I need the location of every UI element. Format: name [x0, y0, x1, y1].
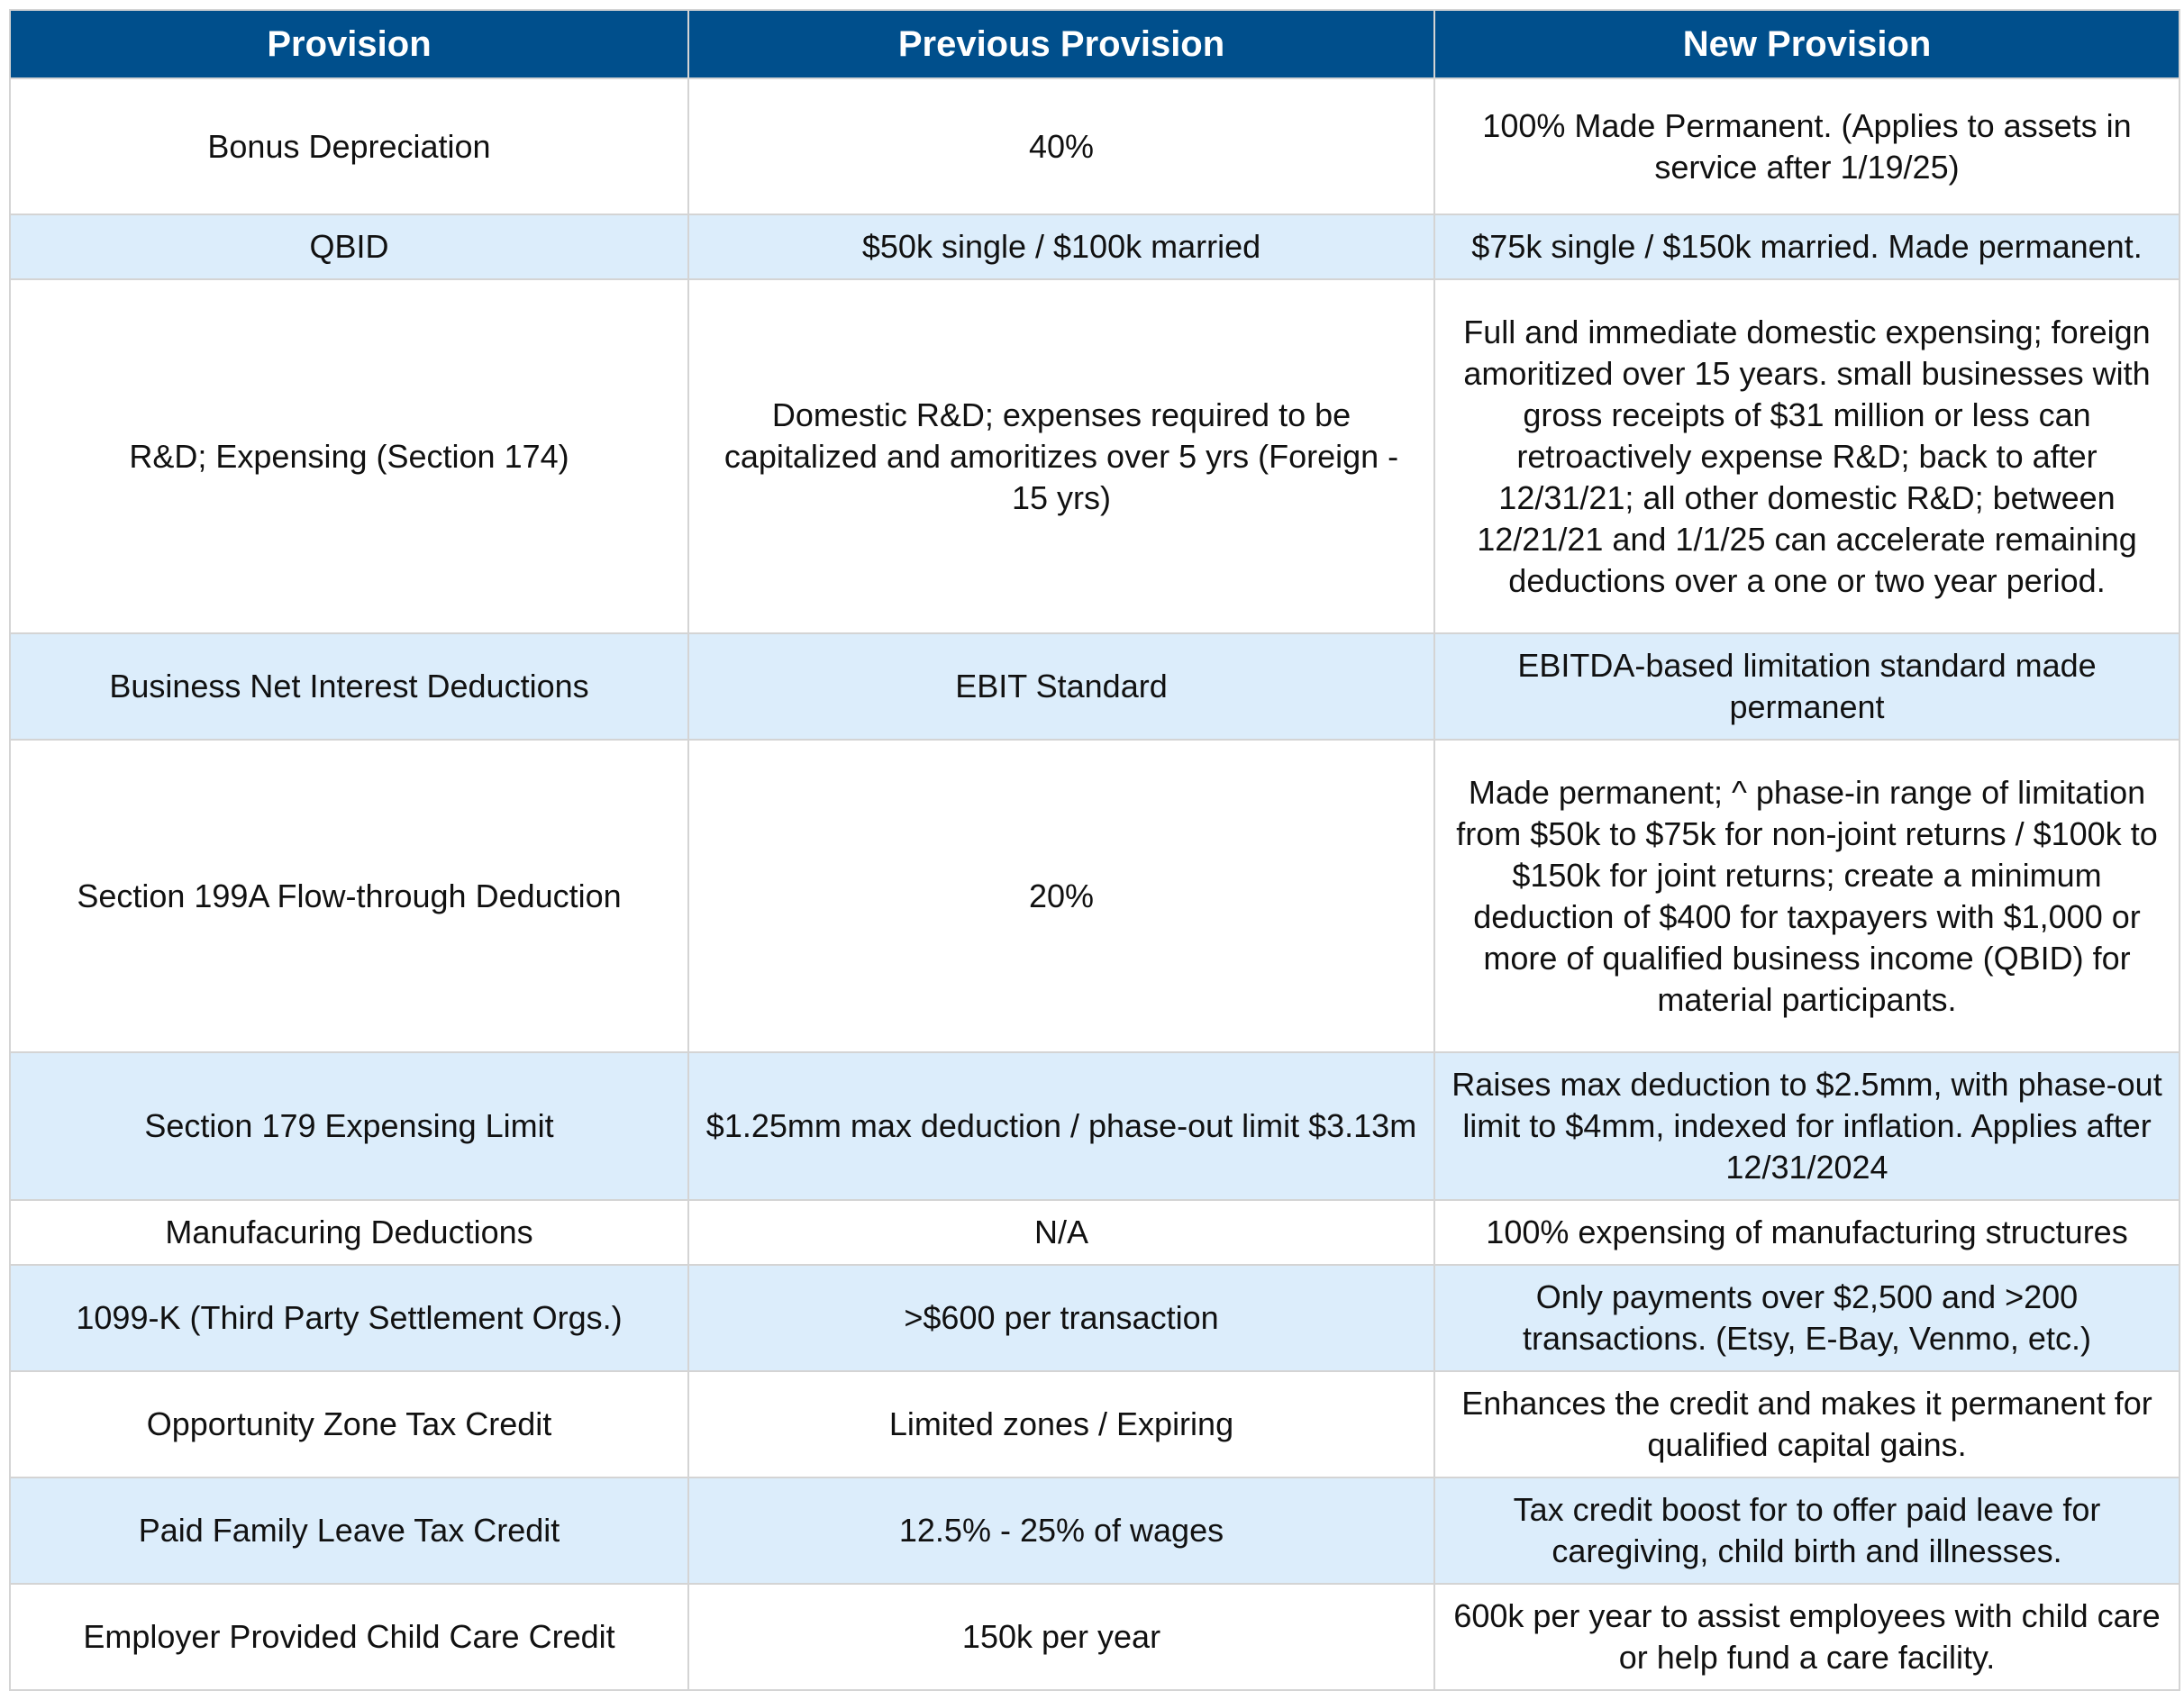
previous-provision-cell: $50k single / $100k married [688, 214, 1434, 279]
previous-provision-cell: 40% [688, 78, 1434, 214]
previous-provision-cell: EBIT Standard [688, 633, 1434, 740]
new-provision-cell: Tax credit boost for to offer paid leave for caregiving, child birth and illnesses. [1434, 1477, 2179, 1584]
table-row [10, 1200, 2179, 1265]
provision-cell: Business Net Interest Deductions [10, 633, 688, 740]
table-row [10, 1371, 2179, 1477]
previous-provision-cell: 12.5% - 25% of wages [688, 1477, 1434, 1584]
new-provision-cell: 100% Made Permanent. (Applies to assets in service after 1/19/25) [1434, 78, 2179, 214]
provision-cell: Employer Provided Child Care Credit [10, 1584, 688, 1690]
new-provision-cell: Made permanent; ^ phase-in range of limitation from $50k to $75k for non-joint returns / $100k to $150k for joint returns; create a minimum deduction of $400 for taxpayers with $1,000 or more of qualified business income (QBID) for material participants. [1434, 740, 2179, 1052]
previous-provision-cell: >$600 per transaction [688, 1265, 1434, 1371]
table-row [10, 1477, 2179, 1584]
previous-provision-cell: $1.25mm max deduction / phase-out limit $3.13m [688, 1052, 1434, 1200]
table-header-row [10, 10, 2179, 78]
table-row [10, 1584, 2179, 1690]
column-header-previous-provision: Previous Provision [688, 10, 1434, 78]
previous-provision-cell: N/A [688, 1200, 1434, 1265]
provision-cell: Section 179 Expensing Limit [10, 1052, 688, 1200]
provision-cell: 1099-K (Third Party Settlement Orgs.) [10, 1265, 688, 1371]
table-row [10, 214, 2179, 279]
new-provision-cell: 100% expensing of manufacturing structures [1434, 1200, 2179, 1265]
column-header-provision: Provision [10, 10, 688, 78]
table-row [10, 1265, 2179, 1371]
table-row [10, 279, 2179, 633]
table-row [10, 78, 2179, 214]
provision-cell: Section 199A Flow-through Deduction [10, 740, 688, 1052]
provision-cell: Bonus Depreciation [10, 78, 688, 214]
new-provision-cell: 600k per year to assist employees with child care or help fund a care facility. [1434, 1584, 2179, 1690]
new-provision-cell: Enhances the credit and makes it permanent for qualified capital gains. [1434, 1371, 2179, 1477]
provision-cell: Manufacuring Deductions [10, 1200, 688, 1265]
provision-cell: QBID [10, 214, 688, 279]
previous-provision-cell: 20% [688, 740, 1434, 1052]
previous-provision-cell: Domestic R&D; expenses required to be capitalized and amoritizes over 5 yrs (Foreign - 15 yrs) [688, 279, 1434, 633]
provision-table-container [9, 9, 2179, 1691]
table-row [10, 633, 2179, 740]
new-provision-cell: Raises max deduction to $2.5mm, with phase-out limit to $4mm, indexed for inflation. Applies after 12/31/2024 [1434, 1052, 2179, 1200]
new-provision-cell: EBITDA-based limitation standard made permanent [1434, 633, 2179, 740]
provision-cell: Paid Family Leave Tax Credit [10, 1477, 688, 1584]
table-row [10, 740, 2179, 1052]
table-row [10, 1052, 2179, 1200]
provision-cell: R&D; Expensing (Section 174) [10, 279, 688, 633]
new-provision-cell: $75k single / $150k married. Made permanent. [1434, 214, 2179, 279]
provision-table [9, 9, 2180, 1691]
column-header-new-provision: New Provision [1434, 10, 2179, 78]
new-provision-cell: Only payments over $2,500 and >200 transactions. (Etsy, E-Bay, Venmo, etc.) [1434, 1265, 2179, 1371]
previous-provision-cell: 150k per year [688, 1584, 1434, 1690]
provision-cell: Opportunity Zone Tax Credit [10, 1371, 688, 1477]
new-provision-cell: Full and immediate domestic expensing; foreign amoritized over 15 years. small businesses with gross receipts of $31 million or less can retroactively expense R&D; back to after 12/31/21; all other domestic R&D; between 12/21/21 and 1/1/25 can accelerate remaining deductions over a one or two year period. [1434, 279, 2179, 633]
previous-provision-cell: Limited zones / Expiring [688, 1371, 1434, 1477]
